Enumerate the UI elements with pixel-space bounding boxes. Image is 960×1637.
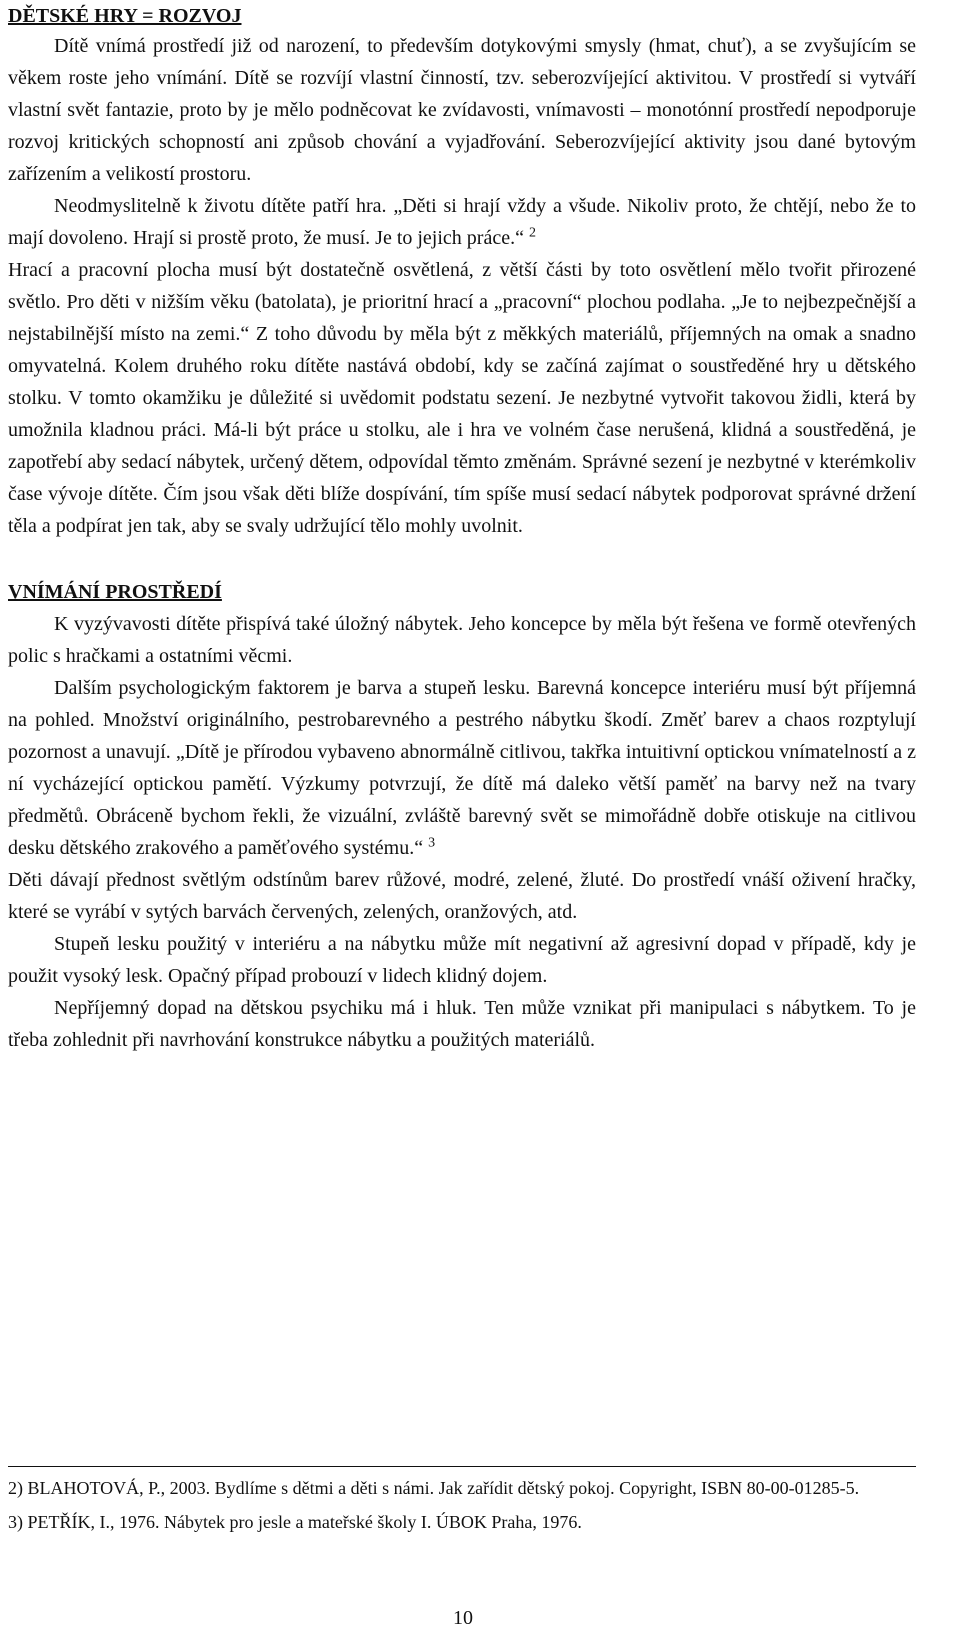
footnote-2: 2) BLAHOTOVÁ, P., 2003. Bydlíme s dětmi a děti s námi. Jak zařídit dětský pokoj. Copyright, ISBN 80-00-01285-5. [8, 1478, 860, 1498]
section-heading-children-games: DĚTSKÉ HRY = ROZVOJ [8, 5, 242, 27]
color-quote-text: Dalším psychologickým faktorem je barva a stupeň lesku. Barevná koncepce interiéru musí být příjemná na pohled. Množství originálního, pestrobarevného a pestrého nábytku škodí. Změť barev a chaos rozptylují pozornost a unavují. „Dítě je přírodou vybaveno abnormálně citlivou, takřka intuitivní optickou vnímatelností a z ní vycházející optickou pamětí. Výzkumy potvrzují, že dítě má daleko větší paměť na barvy než na tvary předmětů. Obráceně bychom řekli, že vizuální, zvláště barevný svět se mimořádně dobře otiskuje na citlivou desku dětského zrakového a paměťového systému.“ [8, 677, 916, 859]
paragraph-noise: Nepříjemný dopad na dětskou psychiku má i hluk. Ten může vznikat při manipulaci s nábytkem. To je třeba zohlednit při navrhování konstrukce nábytku a použitých materiálů. [8, 997, 916, 1051]
footnote-3: 3) PETŘÍK, I., 1976. Nábytek pro jesle a mateřské školy I. ÚBOK Praha, 1976. [8, 1512, 582, 1532]
paragraph-gloss-level: Stupeň lesku použitý v interiéru a na nábytku může mít negativní až agresivní dopad v případě, kdy je použit vysoký lesk. Opačný případ probouzí v lidech klidný dojem. [8, 933, 916, 987]
paragraph-perception: Dítě vnímá prostředí již od narození, to především dotykovými smysly (hmat, chuť), a se zvyšujícím se věkem roste jeho vnímání. Dítě se rozvíjí vlastní činností, tzv. seberozvíjející aktivitou. V prostředí si vytváří vlastní svět fantazie, proto by je mělo podněcovat ke zvídavosti, vnímavosti – monotónní prostředí nepodporuje rozvoj kritických schopností ani způsob chování a vyjadřování. Seberozvíjející aktivity jsou dané bytovým zařízením a velikostí prostoru. [8, 35, 916, 185]
document-page [8, 0, 916, 1056]
footnote-ref-3: 3 [428, 835, 436, 851]
page-number: 10 [453, 1607, 473, 1629]
footnote-ref-2: 2 [528, 225, 536, 241]
paragraph-play-quote [8, 190, 916, 254]
section-heading-environment-perception: VNÍMÁNÍ PROSTŘEDÍ [8, 581, 222, 603]
paragraph-storage-furniture: K vyzývavosti dítěte přispívá také úložný nábytek. Jeho koncepce by měla být řešena ve formě otevřených polic s hračkami a ostatními věcmi. [8, 613, 916, 667]
paragraph-light-shades: Děti dávají přednost světlým odstínům barev růžové, modré, zelené, žluté. Do prostředí vnáší oživení hračky, které se vyrábí v sytých barvách červených, zelených, oranžových, atd. [8, 869, 916, 923]
paragraph-color-gloss [8, 672, 916, 864]
quote-text: Neodmyslitelně k životu dítěte patří hra. „Děti si hrají vždy a všude. Nikoliv proto, že chtějí, nebo že to mají dovoleno. Hrají si prostě proto, že musí. Je to jejich práce.“ [8, 195, 916, 249]
footnote-divider [8, 1466, 916, 1467]
footnotes [8, 1474, 916, 1536]
paragraph-play-area: Hrací a pracovní plocha musí být dostatečně osvětlená, z větší části by toto osvětlení mělo tvořit přirozené světlo. Pro děti v nižším věku (batolata), je prioritní hrací a „pracovní“ plochou podlaha. „Je to nejbezpečnější a nejstabilnější místo na zemi.“ Z toho důvodu by měla být z měkkých materiálů, příjemných na omak a snadno omyvatelná. Kolem druhého roku dítěte nastává období, kdy se začíná zajímat o soustředěné hry u dětského stolku. V tomto okamžiku je důležité si uvědomit podstatu sezení. Je nezbytné vytvořit takovou židli, která by umožnila kladnou práci. Má-li být práce u stolku, ale i hra ve volném čase nerušená, klidná a soustředěná, je zapotřebí aby sedací nábytek, určený dětem, odpovídal těmto změnám. Správné sezení je nezbytné v kterémkoliv čase vývoje dítěte. Čím jsou však děti blíže dospívání, tím spíše musí sedací nábytek podporovat správné držení těla a podpírat jen tak, aby se svaly udržující tělo mohly uvolnit. [8, 259, 916, 537]
